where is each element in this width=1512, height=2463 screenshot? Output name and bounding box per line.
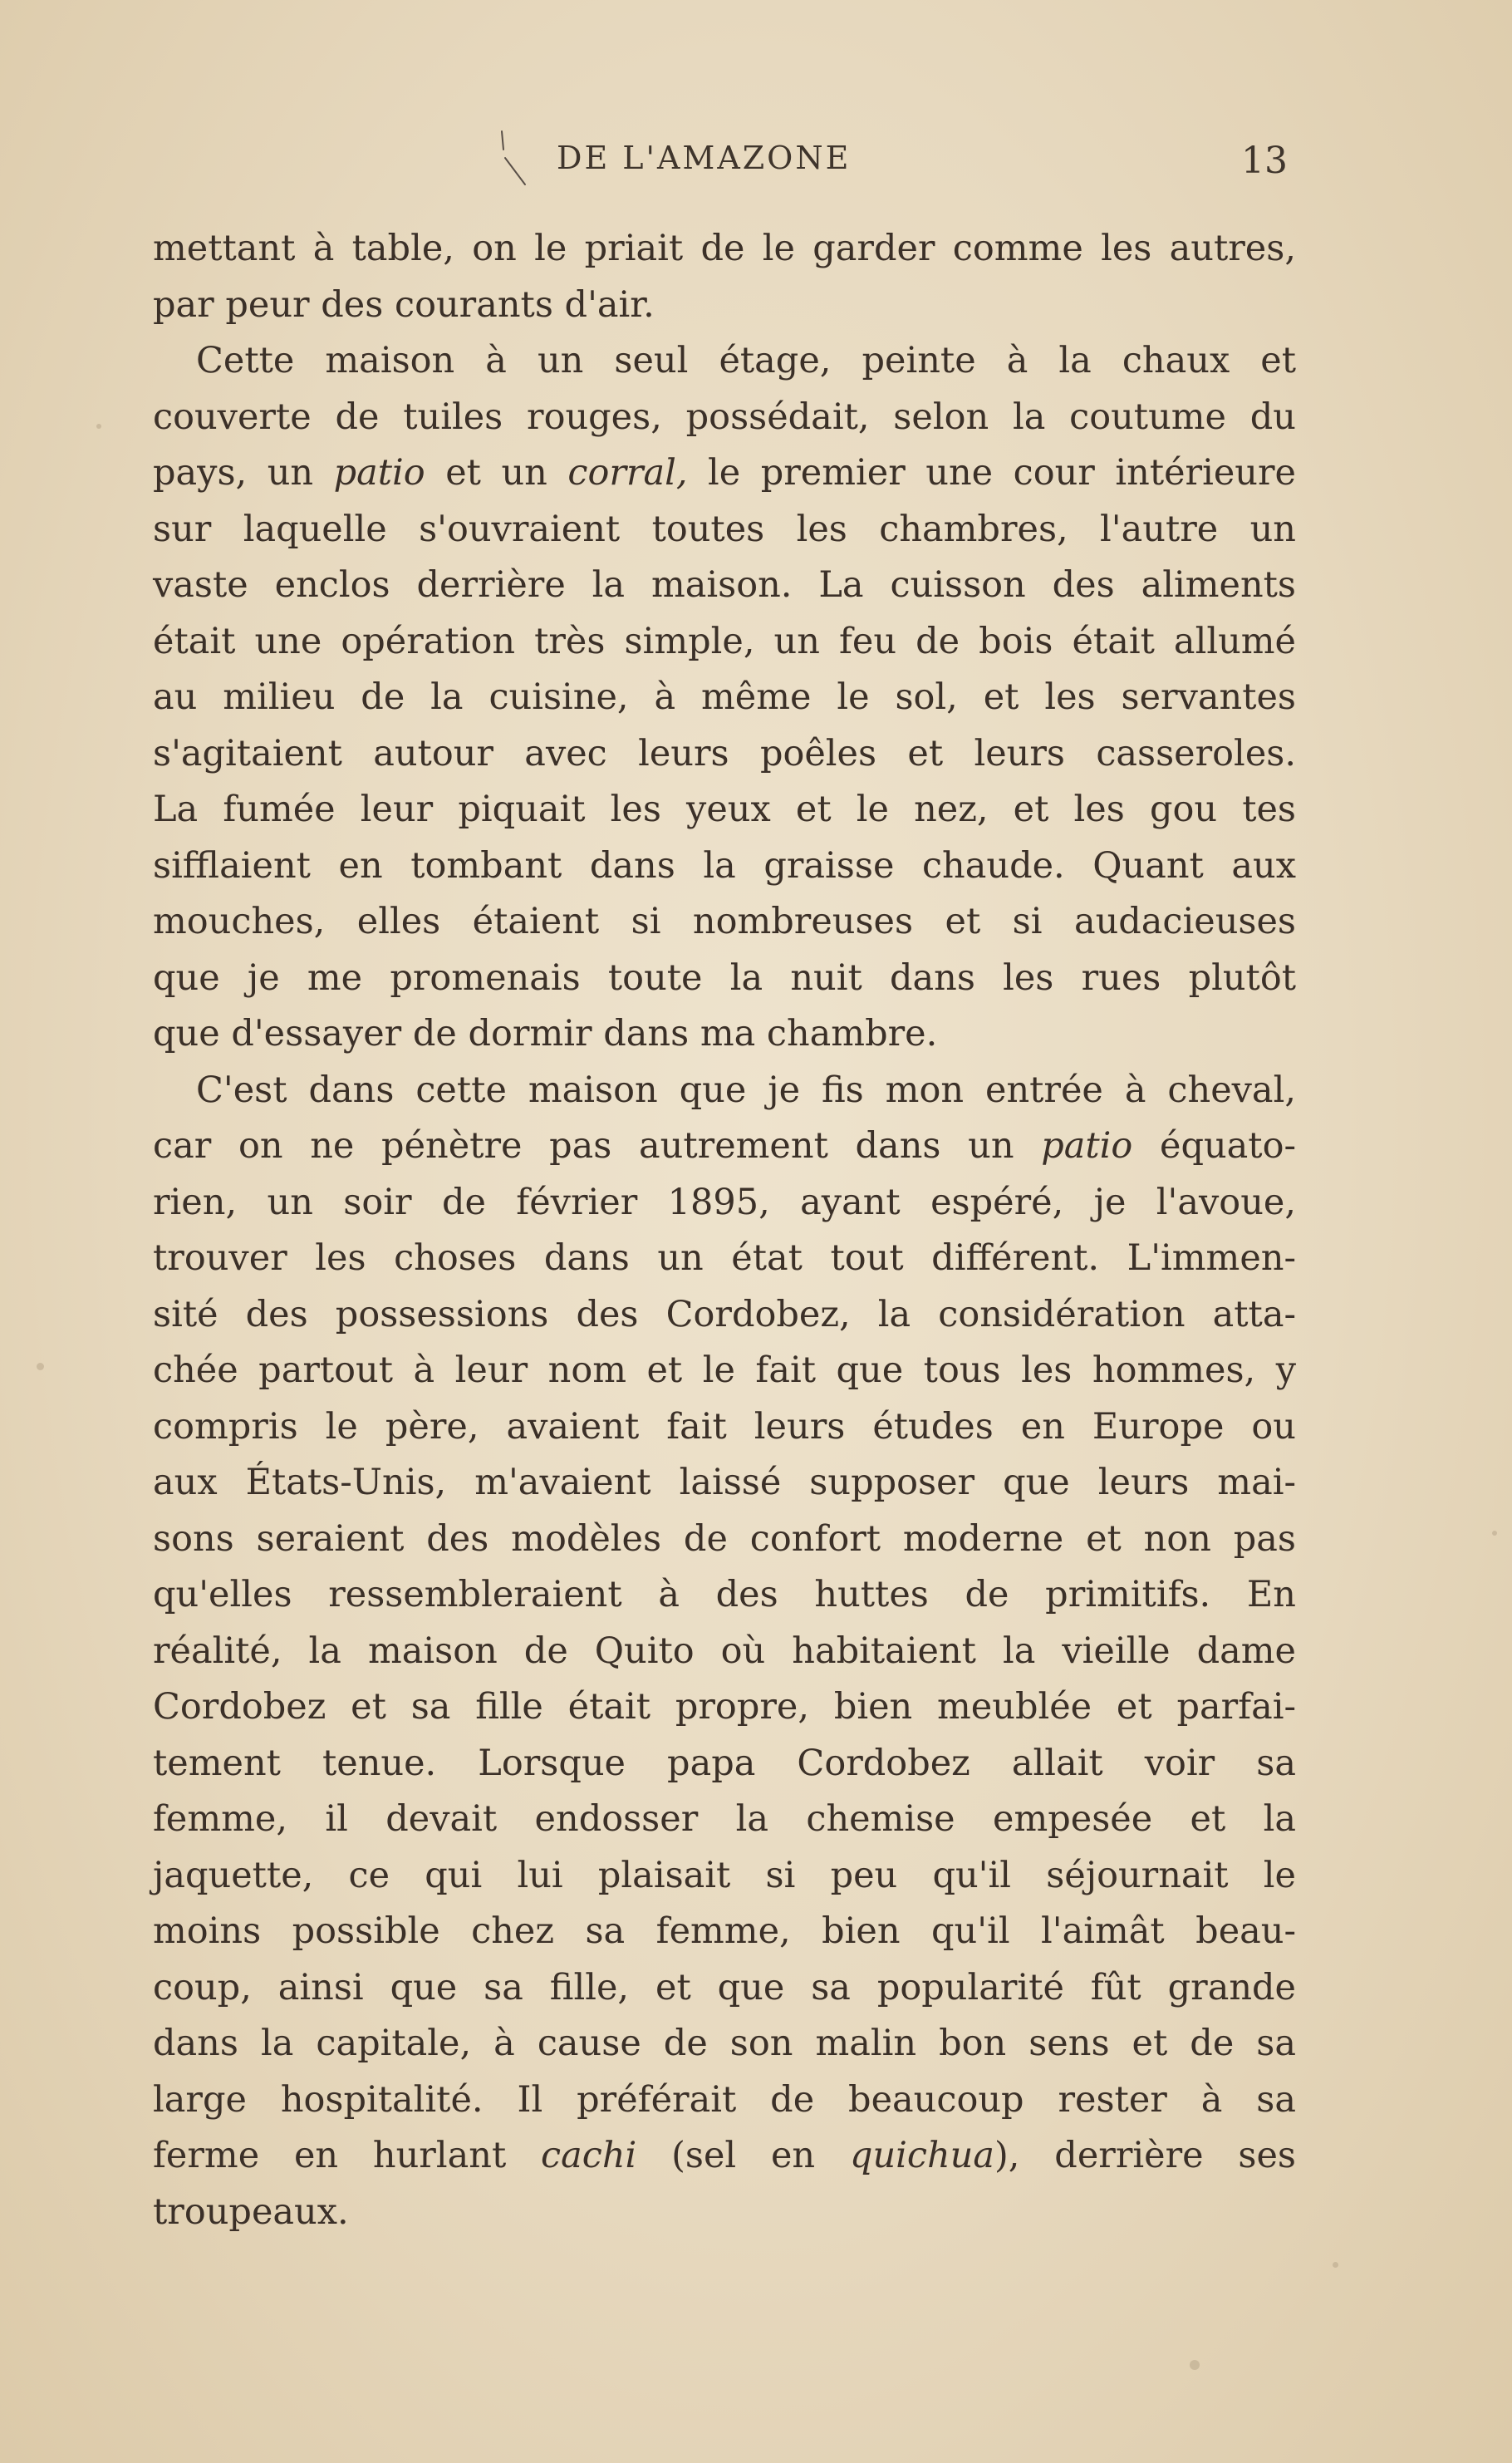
text-segment: coup, ainsi que sa fille, et que sa popularité fût grande <box>153 1966 1296 2008</box>
text-segment: La fumée leur piquait les yeux et le nez, et les gou tes <box>153 789 1296 830</box>
text-segment: (sel en <box>636 2135 850 2176</box>
text-line <box>153 1231 1296 1287</box>
text-line <box>153 1175 1296 1232</box>
text-segment: mouches, elles étaient si nombreuses et si audacieuses <box>153 901 1296 942</box>
italic-term: patio <box>1041 1125 1133 1167</box>
text-segment: jaquette, ce qui lui plaisait si peu qu'il séjournait le <box>153 1854 1296 1896</box>
text-segment: sons seraient des modèles de confort moderne et non pas <box>153 1517 1296 1560</box>
text-line <box>153 838 1296 895</box>
text-segment: C'est dans cette maison que je fis mon entrée à cheval, <box>196 1069 1296 1111</box>
text-segment: aux États-Unis, m'avaient laissé supposer que leurs mai- <box>153 1462 1296 1503</box>
text-segment: trouver les choses dans un état tout différent. L'immen- <box>153 1237 1296 1279</box>
running-head: DE L'AMAZONE <box>557 140 852 176</box>
body-text <box>153 221 1296 2240</box>
text-segment: ), derrière ses <box>994 2135 1296 2176</box>
paper-speck <box>96 424 101 429</box>
text-line <box>153 894 1296 951</box>
text-line <box>153 502 1296 558</box>
text-line <box>153 1063 1296 1119</box>
text-segment: pays, un <box>153 452 334 494</box>
text-segment: que d'essayer de dormir dans ma chambre. <box>153 1013 938 1055</box>
text-line <box>153 1904 1296 1960</box>
text-segment: compris le père, avaient fait leurs études en Europe ou <box>153 1405 1296 1448</box>
text-line <box>153 1848 1296 1905</box>
text-segment: femme, il devait endosser la chemise empesée et la <box>153 1798 1296 1840</box>
text-segment: tement tenue. Lorsque papa Cordobez allait voir sa <box>153 1742 1296 1784</box>
text-line <box>153 1343 1296 1399</box>
text-line <box>153 2072 1296 2129</box>
text-segment: sifflaient en tombant dans la graisse chaude. Quant aux <box>153 844 1296 887</box>
text-line <box>153 390 1296 446</box>
text-segment: Cette maison à un seul étage, peinte à la chaux et <box>196 340 1296 381</box>
pencil-mark-icon <box>497 125 530 191</box>
text-segment: mettant à table, on le priait de le garder comme les autres, <box>153 228 1296 269</box>
text-line <box>153 951 1296 1007</box>
text-line <box>153 614 1296 671</box>
text-segment: réalité, la maison de Quito où habitaient la vieille dame <box>153 1630 1296 1672</box>
text-segment: large hospitalité. Il préférait de beaucoup rester à sa <box>153 2078 1296 2121</box>
text-line <box>153 1006 1296 1063</box>
text-line <box>153 1792 1296 1848</box>
italic-term: corral, <box>567 452 688 494</box>
text-line <box>153 2016 1296 2072</box>
text-line <box>153 670 1296 726</box>
text-line <box>153 221 1296 278</box>
text-line <box>153 1512 1296 1568</box>
text-segment: moins possible chez sa femme, bien qu'il l'aimât beau- <box>153 1910 1296 1952</box>
text-segment: sité des possessions des Cordobez, la considération atta- <box>153 1293 1296 1335</box>
paper-speck <box>37 1363 44 1370</box>
text-line <box>153 1118 1296 1175</box>
text-line <box>153 1567 1296 1624</box>
text-segment: troupeaux. <box>153 2190 349 2233</box>
text-line <box>153 1624 1296 1680</box>
text-line <box>153 1960 1296 2017</box>
text-segment: qu'elles ressembleraient à des huttes de primitifs. En <box>153 1574 1296 1615</box>
text-line <box>153 2185 1296 2241</box>
text-segment: sur laquelle s'ouvraient toutes les chambres, l'autre un <box>153 508 1296 550</box>
text-segment: au milieu de la cuisine, à même le sol, et les servantes <box>153 676 1296 718</box>
italic-term: quichua <box>849 2135 995 2176</box>
text-segment: par peur des courants d'air. <box>153 283 655 326</box>
text-line <box>153 1736 1296 1792</box>
text-line <box>153 445 1296 502</box>
page-number: 13 <box>1241 140 1288 182</box>
text-line <box>153 2128 1296 2185</box>
italic-term: patio <box>333 452 425 494</box>
text-segment: dans la capitale, à cause de son malin bon sens et de sa <box>153 2023 1296 2064</box>
paper-speck <box>1492 1531 1497 1536</box>
paper-speck <box>1190 2360 1200 2370</box>
text-segment: Cordobez et sa fille était propre, bien meublée et parfai- <box>153 1686 1296 1728</box>
text-segment: car on ne pénètre pas autrement dans un <box>153 1125 1042 1167</box>
text-line <box>153 278 1296 334</box>
text-line <box>153 782 1296 838</box>
text-line <box>153 726 1296 783</box>
text-segment: ferme en hurlant <box>153 2135 542 2176</box>
text-segment: le premier une cour intérieure <box>687 452 1296 494</box>
italic-term: cachi <box>541 2135 637 2176</box>
text-line <box>153 558 1296 614</box>
text-line <box>153 1455 1296 1512</box>
text-line <box>153 1679 1296 1736</box>
text-segment: que je me promenais toute la nuit dans les rues plutôt <box>153 956 1296 999</box>
text-segment: couverte de tuiles rouges, possédait, selon la coutume du <box>153 396 1296 438</box>
text-segment: équato- <box>1132 1125 1296 1167</box>
paper-speck <box>1333 2262 1338 2268</box>
text-segment: et un <box>425 452 568 494</box>
text-segment: rien, un soir de février 1895, ayant espéré, je l'avoue, <box>153 1181 1296 1223</box>
text-line <box>153 1287 1296 1344</box>
text-segment: s'agitaient autour avec leurs poêles et leurs casseroles. <box>153 732 1296 774</box>
text-line <box>153 1399 1296 1456</box>
text-segment: était une opération très simple, un feu de bois était allumé <box>153 620 1296 662</box>
text-segment: vaste enclos derrière la maison. La cuisson des aliments <box>153 564 1296 606</box>
text-segment: chée partout à leur nom et le fait que tous les hommes, y <box>153 1349 1296 1391</box>
text-line <box>153 333 1296 390</box>
